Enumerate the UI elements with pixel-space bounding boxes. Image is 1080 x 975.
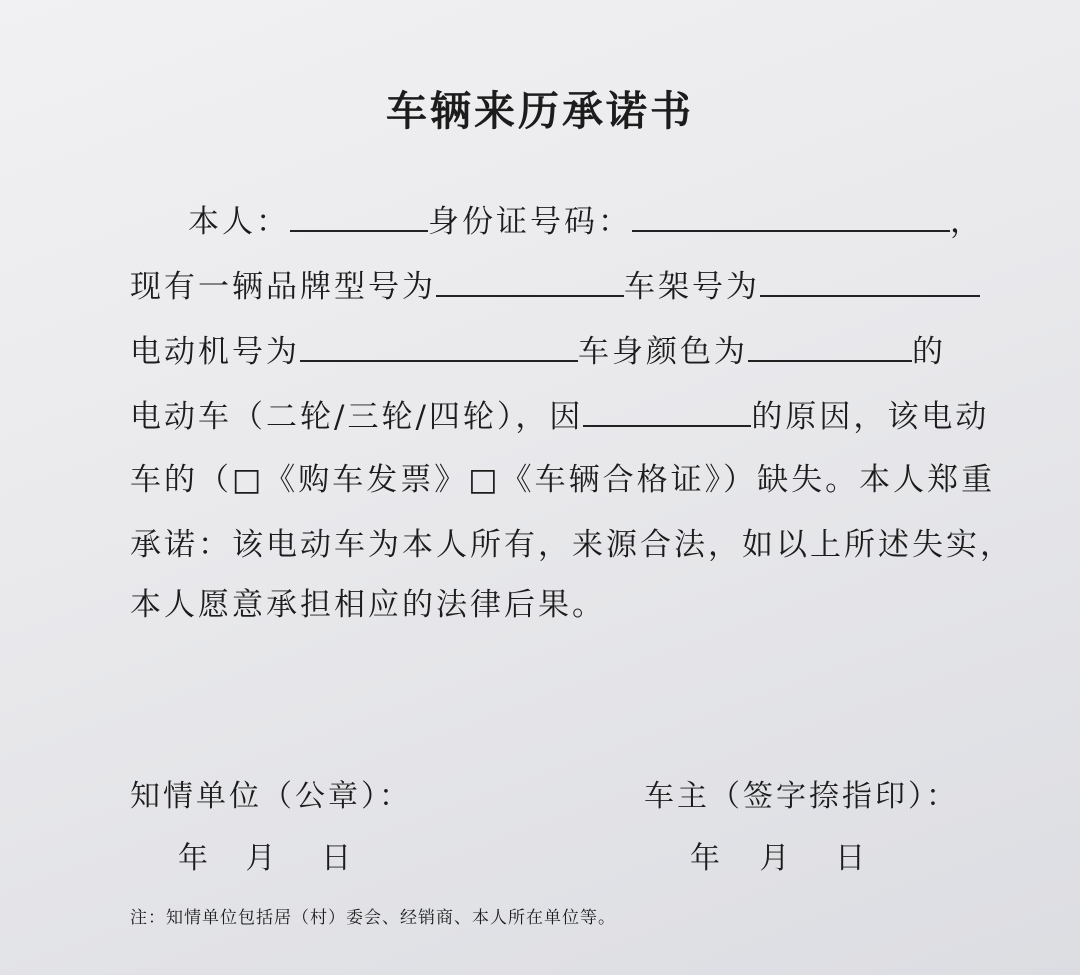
unit-seal-label: 知情单位（公章）：: [130, 779, 412, 814]
frame-number-label: 车架号为: [624, 269, 760, 305]
id-number-label: 身份证号码：: [428, 204, 632, 240]
name-blank[interactable]: [290, 200, 428, 232]
body-color-label: 车身颜色为: [578, 334, 748, 370]
id-number-blank[interactable]: [632, 200, 950, 232]
motor-number-label: 电动机号为: [130, 334, 300, 370]
unit-day: 日: [321, 841, 352, 876]
line-promise: 承诺：该电动车为本人所有，来源合法，如以上所述失实，: [130, 527, 1014, 563]
comma: ，: [950, 204, 984, 240]
line-name-id: [188, 200, 984, 242]
frame-number-blank[interactable]: [760, 265, 980, 297]
vehicle-type-label: 电动车（二轮/三轮/四轮），因: [130, 399, 584, 435]
reason-suffix: 的原因，该电动: [751, 399, 990, 435]
owner-year: 年: [690, 841, 720, 876]
owner-date: [690, 833, 865, 877]
motor-number-blank[interactable]: [300, 330, 578, 362]
owner-month: 月: [759, 841, 790, 876]
unit-date: [178, 833, 351, 877]
brand-model-label: 现有一辆品牌型号为: [130, 269, 436, 305]
document-title: 车辆来历承诺书: [386, 87, 694, 135]
line-motor-color: [130, 330, 946, 372]
line-vehicle-reason: [130, 395, 989, 437]
unit-month: 月: [245, 841, 276, 876]
footnote: 注：知情单位包括居（村）委会、经销商、本人所在单位等。: [130, 908, 616, 928]
owner-signature-label: 车主（签字捺指印）：: [644, 779, 959, 814]
line-liability: 本人愿意承担相应的法律后果。: [130, 587, 606, 623]
owner-day: 日: [835, 841, 866, 876]
de-suffix: 的: [912, 334, 946, 370]
line-brand-frame: [130, 265, 980, 307]
reason-blank[interactable]: [583, 395, 751, 427]
body-color-blank[interactable]: [748, 330, 912, 362]
name-label: 本人：: [188, 204, 290, 240]
brand-model-blank[interactable]: [436, 265, 624, 297]
line-missing-docs: 车的（□《购车发票》□《车辆合格证》）缺失。本人郑重: [130, 462, 996, 498]
unit-year: 年: [178, 841, 208, 876]
